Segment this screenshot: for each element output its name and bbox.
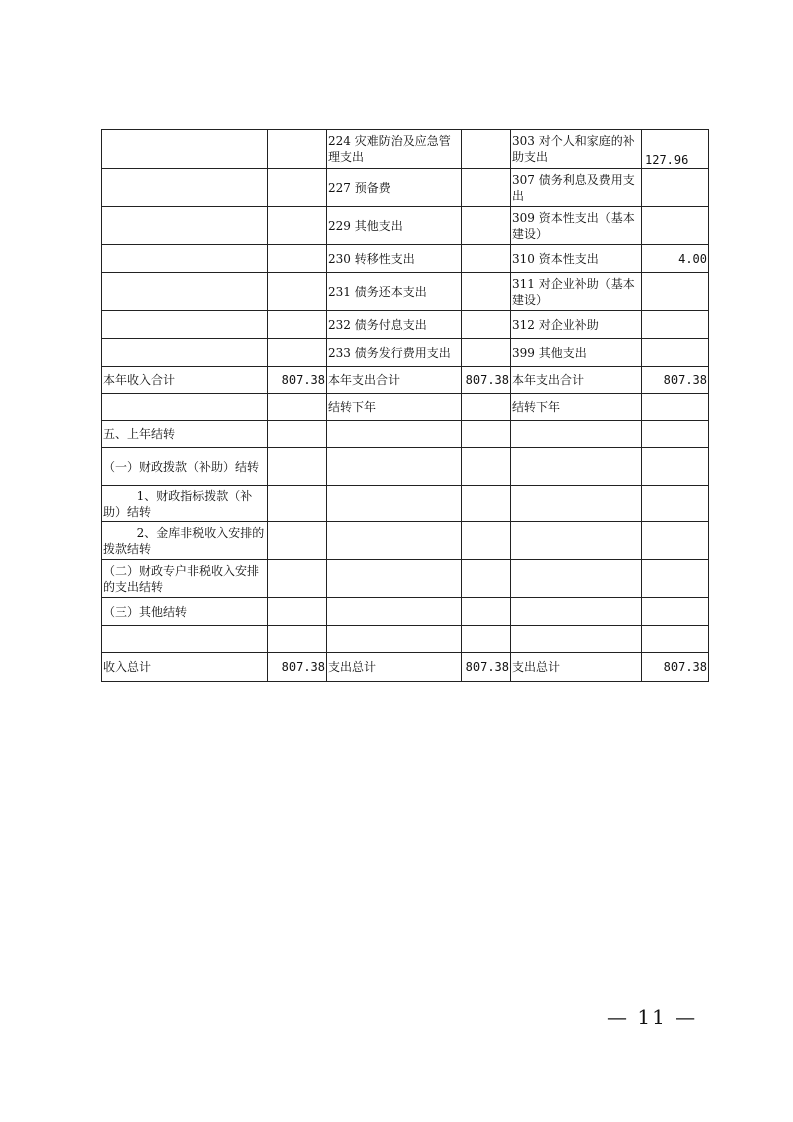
table-cell [102,169,268,207]
table-row [102,394,709,421]
table-cell [268,394,327,421]
table-cell: 五、上年结转 [102,421,268,448]
table-cell: 支出总计 [511,653,642,682]
table-cell [268,245,327,273]
table-cell [102,207,268,245]
table-cell: 2、金库非税收入安排的拨款结转 [102,522,268,560]
table-cell [642,421,709,448]
table-cell [268,311,327,339]
table-cell [327,421,462,448]
table-cell: 233 债务发行费用支出 [327,339,462,367]
table-cell: 807.38 [462,367,511,394]
table-cell [268,421,327,448]
table-cell [462,273,511,311]
table-cell: 303 对个人和家庭的补助支出 [511,130,642,169]
table-cell [268,169,327,207]
table-row [102,367,709,394]
table-cell [511,421,642,448]
table-cell: 807.38 [642,367,709,394]
table-cell: 1、财政指标拨款（补助）结转 [102,486,268,522]
table-cell [327,560,462,598]
table-cell: 807.38 [642,653,709,682]
table-cell [511,626,642,653]
table-cell: 224 灾难防治及应急管理支出 [327,130,462,169]
table-cell: 231 债务还本支出 [327,273,462,311]
table-cell [642,339,709,367]
table-cell [268,273,327,311]
table-cell: 本年支出合计 [511,367,642,394]
table-row [102,560,709,598]
table-cell [462,169,511,207]
table-cell [642,560,709,598]
table-cell [102,311,268,339]
table-cell [642,394,709,421]
table-cell [268,130,327,169]
table-cell: 310 资本性支出 [511,245,642,273]
table-cell: 本年收入合计 [102,367,268,394]
table-cell [642,522,709,560]
table-cell [462,522,511,560]
table-row [102,522,709,560]
table-cell [642,486,709,522]
table-row [102,130,709,169]
table-cell: 结转下年 [511,394,642,421]
table-cell: 307 债务利息及费用支出 [511,169,642,207]
table-row [102,273,709,311]
table-cell [268,560,327,598]
table-cell [511,598,642,626]
table-row [102,448,709,486]
table-cell [327,522,462,560]
budget-table [101,129,709,682]
table-cell [462,339,511,367]
table-cell [642,448,709,486]
table-cell [462,626,511,653]
table-cell [268,626,327,653]
table-cell: 312 对企业补助 [511,311,642,339]
table-cell [642,207,709,245]
table-cell [102,394,268,421]
table-row [102,169,709,207]
table-cell [102,626,268,653]
table-cell: 127.96 [642,130,709,169]
table-row [102,339,709,367]
table-cell [327,626,462,653]
table-row [102,486,709,522]
table-cell: 收入总计 [102,653,268,682]
table-cell [462,486,511,522]
table-cell [462,448,511,486]
table-cell: 支出总计 [327,653,462,682]
table-cell [462,245,511,273]
table-cell [642,598,709,626]
table-cell [327,486,462,522]
table-cell [102,130,268,169]
table-cell: 399 其他支出 [511,339,642,367]
table-cell [268,486,327,522]
table-cell [462,207,511,245]
table-row [102,311,709,339]
table-cell: （二）财政专户非税收入安排的支出结转 [102,560,268,598]
table-cell [268,522,327,560]
table-cell [268,207,327,245]
table-cell [462,130,511,169]
table-cell [642,626,709,653]
table-cell: 309 资本性支出（基本建设） [511,207,642,245]
table-cell [102,273,268,311]
table-row [102,653,709,682]
table-cell [102,245,268,273]
table-cell [327,448,462,486]
table-cell: 229 其他支出 [327,207,462,245]
table-cell [268,598,327,626]
table-cell [511,560,642,598]
table-cell [462,560,511,598]
table-cell: 227 预备费 [327,169,462,207]
table-row [102,245,709,273]
table-cell: 结转下年 [327,394,462,421]
table-cell: 807.38 [268,653,327,682]
table-cell [511,486,642,522]
table-cell [642,273,709,311]
table-cell [462,311,511,339]
table-row [102,626,709,653]
table-cell: 807.38 [462,653,511,682]
table-cell: 本年支出合计 [327,367,462,394]
table-cell: 232 债务付息支出 [327,311,462,339]
table-cell: 311 对企业补助（基本建设） [511,273,642,311]
table-cell [511,448,642,486]
table-cell [642,311,709,339]
table-cell [642,169,709,207]
table-cell [102,339,268,367]
table-cell [462,394,511,421]
table-row [102,207,709,245]
table-cell: （三）其他结转 [102,598,268,626]
table-cell [327,598,462,626]
table-cell [268,339,327,367]
table-cell: 807.38 [268,367,327,394]
table-cell [511,522,642,560]
table-cell [462,421,511,448]
page-number: — 11 — [607,1005,698,1029]
table-row [102,598,709,626]
table-row [102,421,709,448]
table-cell [268,448,327,486]
table-cell: 4.00 [642,245,709,273]
table-cell: （一）财政拨款（补助）结转 [102,448,268,486]
table-cell: 230 转移性支出 [327,245,462,273]
table-cell [462,598,511,626]
